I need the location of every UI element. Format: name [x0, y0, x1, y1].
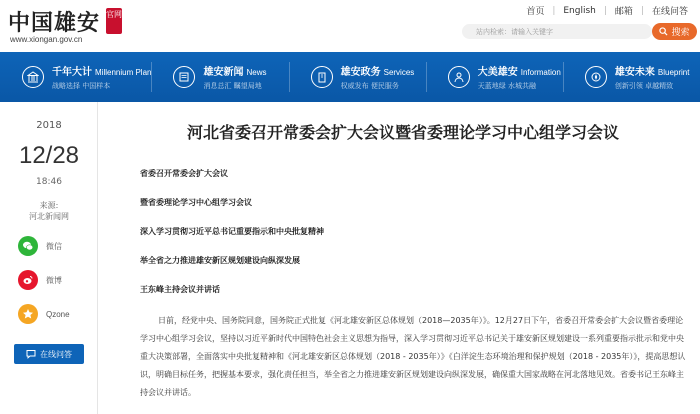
nav-title-en: Information [520, 68, 561, 77]
online-qa-button[interactable] [14, 344, 84, 364]
landmark-icon [22, 66, 44, 88]
share-label: 微信 [46, 241, 62, 251]
link-english[interactable]: English [563, 5, 596, 16]
nav-item-information[interactable] [426, 52, 563, 102]
nav-title: 雄安新闻 [203, 67, 244, 78]
weibo-icon [18, 270, 38, 290]
logo-text: 中国雄安 [8, 10, 101, 36]
top-links [526, 4, 688, 17]
divider: | [640, 5, 644, 16]
link-mail[interactable]: 邮箱 [614, 7, 633, 17]
link-qa[interactable]: 在线问答 [651, 7, 688, 17]
article-heading: 暨省委理论学习中心组学习会议 [140, 198, 252, 207]
search-icon [659, 27, 668, 36]
nav-title: 大美雄安 [477, 67, 518, 78]
person-icon [448, 66, 470, 88]
article-heading: 王东峰主持会议并讲话 [140, 285, 220, 294]
nav-item-news[interactable] [151, 52, 288, 102]
logo-url: www.xiongan.gov.cn [10, 35, 83, 44]
nav-title-en: Services [383, 68, 415, 77]
nav-title-en: Millennium Plan [95, 68, 152, 77]
nav-title: 雄安未来 [614, 67, 655, 78]
newspaper-icon [173, 66, 195, 88]
source-name: 河北新闻网 [29, 212, 69, 221]
article-title: 河北省委召开常委会扩大会议暨省委理论学习中心组学习会议 [186, 123, 619, 142]
nav-item-services[interactable] [289, 52, 426, 102]
article-headings [140, 168, 324, 313]
share-weibo[interactable] [18, 270, 62, 290]
publish-time: 18:46 [36, 177, 62, 187]
link-home[interactable]: 首页 [526, 7, 545, 17]
site-logo[interactable] [8, 6, 122, 44]
nav-title-en: Blueprint [657, 68, 690, 77]
qzone-icon [18, 304, 38, 324]
divider: | [603, 5, 607, 16]
nav-subtitle: 战略选择 中国样本 [52, 82, 111, 90]
publish-date: 12/28 [18, 142, 80, 169]
nav-subtitle: 天蓝地绿 水城共融 [477, 82, 536, 90]
search-input[interactable] [462, 24, 652, 39]
nav-subtitle: 创新引领 卓越精致 [614, 82, 674, 90]
main-nav [0, 52, 700, 102]
search-placeholder: 站内检索：请输入关键字 [476, 27, 553, 36]
nav-title: 雄安政务 [340, 67, 381, 78]
wechat-icon [18, 236, 38, 256]
site-header [0, 0, 700, 52]
nav-subtitle: 权威发布 便民服务 [340, 82, 399, 90]
chat-icon [26, 349, 36, 359]
share-qzone[interactable] [18, 304, 70, 324]
compass-icon [585, 66, 607, 88]
article-content [108, 102, 698, 414]
share-label: 微博 [46, 275, 62, 285]
search-button[interactable] [652, 23, 697, 40]
qa-button-label: 在线问答 [40, 349, 72, 359]
nav-item-blueprint[interactable] [563, 52, 700, 102]
article-heading: 深入学习贯彻习近平总书记重要指示和中央批复精神 [140, 227, 324, 236]
article-heading: 省委召开常委会扩大会议 [140, 169, 228, 178]
publish-year: 2018 [36, 120, 62, 131]
share-label: Qzone [46, 309, 70, 319]
nav-title-en: News [246, 68, 267, 77]
building-icon [311, 66, 333, 88]
article-body: 日前，经党中央、国务院同意，国务院正式批复《河北雄安新区总体规划（2018—2035年）》。12月27日下午，省委召开常委会扩大会议暨省委理论学习中心组学习会议，坚持以习近平新时代中国特色社会主义思想为指导，深入学习贯彻习近平总书记关于雄安新区规划建设一系列重要指示批示和党中央重大决策部署，全面落实中央批复精神和《河北雄安新区总体规划（2018 - 2035年）》《白洋淀生态环境治理和保护规划（2018 - 2035年）》，提高思想认识，明确目标任务，把握基本要求，强化责任担当，举全省之力推进雄安新区规划建设向纵深发展，确保重大国家战略在河北落地见效。省委书记王东峰主持会议并讲话。 [140, 316, 686, 397]
nav-item-millennium-plan[interactable] [0, 52, 151, 102]
share-wechat[interactable] [18, 236, 62, 256]
search-button-label: 搜索 [671, 28, 690, 38]
article-meta-sidebar [0, 102, 98, 414]
logo-seal: 官网 [106, 8, 122, 34]
nav-title: 千年大计 [52, 67, 92, 78]
article-heading: 举全省之力推进雄安新区规划建设向纵深发展 [140, 256, 300, 265]
source-label: 来源: [39, 201, 59, 210]
nav-subtitle: 消息总汇 瞩望局地 [203, 82, 262, 90]
divider: | [552, 5, 556, 16]
